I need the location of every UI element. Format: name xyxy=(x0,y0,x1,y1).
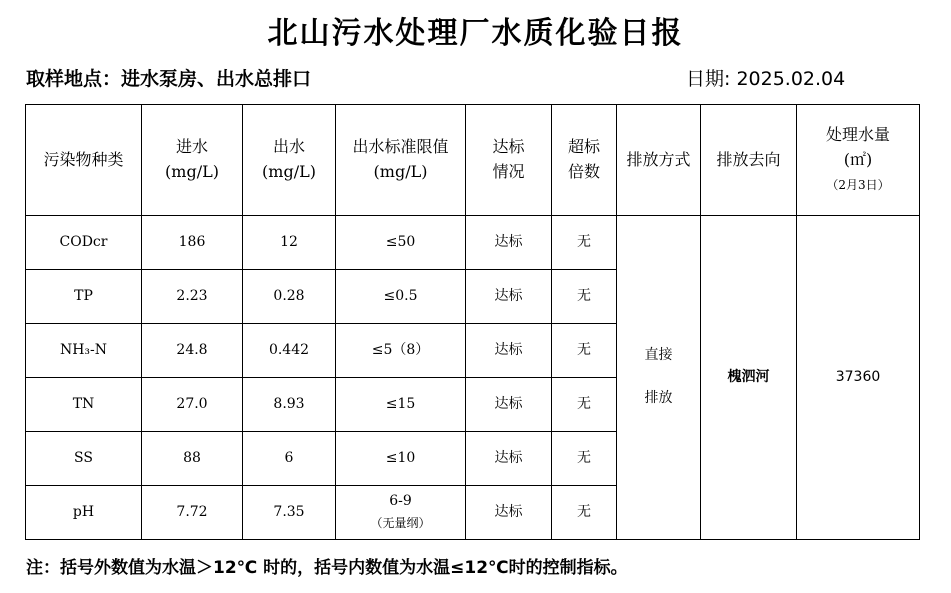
status-value: 达标 xyxy=(466,324,552,378)
header-inflow: 进水 (mg/L) xyxy=(142,105,243,216)
header-discharge-method: 排放方式 xyxy=(617,105,701,216)
pollutant-name: SS xyxy=(26,432,142,486)
exceed-value: 无 xyxy=(552,216,617,270)
sampling-location: 取样地点：进水泵房、出水总排口 xyxy=(26,68,312,90)
outflow-value: 12 xyxy=(243,216,336,270)
pollutant-name: TP xyxy=(26,270,142,324)
header-limit: 出水标准限值 (mg/L) xyxy=(336,105,466,216)
footnote: 注：括号外数值为水温＞12℃ 时的，括号内数值为水温≤12℃时的控制指标。 xyxy=(26,558,628,578)
outflow-value: 7.35 xyxy=(243,486,336,540)
inflow-value: 27.0 xyxy=(142,378,243,432)
exceed-value: 无 xyxy=(552,324,617,378)
exceed-value: 无 xyxy=(552,486,617,540)
water-quality-table xyxy=(25,104,920,540)
limit-value: ≤50 xyxy=(336,216,466,270)
report-date: 日期: 2025.02.04 xyxy=(686,68,846,90)
exceed-value: 无 xyxy=(552,378,617,432)
inflow-value: 186 xyxy=(142,216,243,270)
inflow-value: 24.8 xyxy=(142,324,243,378)
header-discharge-destination: 排放去向 xyxy=(701,105,797,216)
limit-value: ≤0.5 xyxy=(336,270,466,324)
header-volume: 处理水量 (㎡) （2月3日） xyxy=(797,105,920,216)
outflow-value: 0.442 xyxy=(243,324,336,378)
limit-value: ≤15 xyxy=(336,378,466,432)
discharge-destination-cell: 槐泗河 xyxy=(701,216,797,540)
header-status: 达标 情况 xyxy=(466,105,552,216)
header-exceed: 超标 倍数 xyxy=(552,105,617,216)
limit-value: ≤5（8） xyxy=(336,324,466,378)
table-header-row xyxy=(26,105,920,216)
inflow-value: 2.23 xyxy=(142,270,243,324)
discharge-method-cell: 直接 排放 xyxy=(617,216,701,540)
inflow-value: 88 xyxy=(142,432,243,486)
table-row xyxy=(26,216,920,270)
status-value: 达标 xyxy=(466,486,552,540)
status-value: 达标 xyxy=(466,216,552,270)
pollutant-name: CODcr xyxy=(26,216,142,270)
header-pollutant: 污染物种类 xyxy=(26,105,142,216)
inflow-value: 7.72 xyxy=(142,486,243,540)
volume-cell: 37360 xyxy=(797,216,920,540)
status-value: 达标 xyxy=(466,270,552,324)
limit-value: ≤10 xyxy=(336,432,466,486)
limit-value: 6-9 （无量纲） xyxy=(336,486,466,540)
exceed-value: 无 xyxy=(552,432,617,486)
outflow-value: 6 xyxy=(243,432,336,486)
header-outflow: 出水 (mg/L) xyxy=(243,105,336,216)
status-value: 达标 xyxy=(466,432,552,486)
pollutant-name: NH₃-N xyxy=(26,324,142,378)
status-value: 达标 xyxy=(466,378,552,432)
outflow-value: 8.93 xyxy=(243,378,336,432)
pollutant-name: pH xyxy=(26,486,142,540)
outflow-value: 0.28 xyxy=(243,270,336,324)
exceed-value: 无 xyxy=(552,270,617,324)
pollutant-name: TN xyxy=(26,378,142,432)
report-title: 北山污水处理厂水质化验日报 xyxy=(267,16,684,51)
